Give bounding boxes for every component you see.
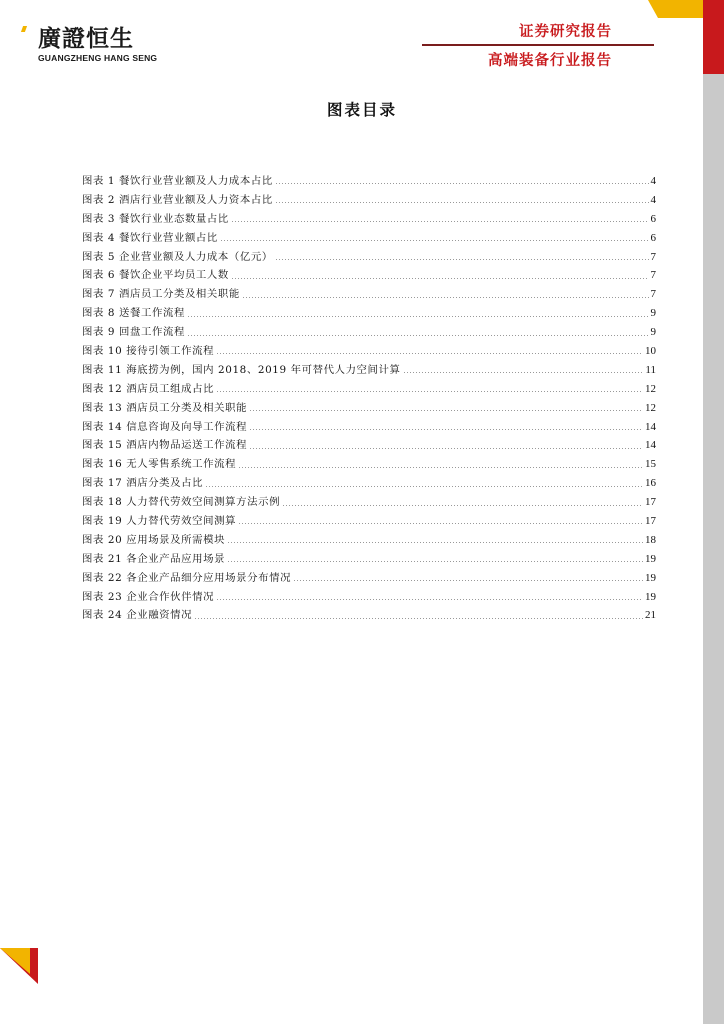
- toc-entry-page: 6: [650, 212, 656, 225]
- toc-entry-page: 10: [645, 345, 656, 358]
- toc-entry-page: 12: [645, 401, 656, 414]
- toc-entry-label: 图表 16 无人零售系统工作流程: [82, 458, 237, 471]
- toc-entry-page: 14: [645, 439, 656, 452]
- toc-entry-page: 11: [645, 363, 656, 376]
- toc-dot-leader: [216, 391, 643, 392]
- toc-entry-label: 图表 7 酒店员工分类及相关职能: [82, 288, 240, 301]
- toc-dot-leader: [249, 429, 643, 430]
- toc-entry-label: 图表 11 海底捞为例，国内 2018、2019 年可替代人力空间计算: [82, 363, 401, 376]
- toc-dot-leader: [238, 467, 643, 468]
- toc-entry[interactable]: [82, 285, 656, 304]
- toc-entry-page: 19: [645, 552, 656, 565]
- toc-entry[interactable]: [82, 606, 656, 625]
- toc-entry-label: 图表 18 人力替代劳效空间测算方法示例: [82, 496, 281, 509]
- toc-dot-leader: [403, 372, 644, 373]
- toc-dot-leader: [282, 505, 643, 506]
- toc-dot-leader: [275, 202, 649, 203]
- toc-entry[interactable]: [82, 266, 656, 285]
- toc-entry[interactable]: [82, 399, 656, 418]
- toc-entry-page: 15: [645, 458, 656, 471]
- toc-entry-page: 14: [645, 420, 656, 433]
- toc-entry[interactable]: [82, 569, 656, 588]
- toc-entry-page: 7: [650, 250, 656, 263]
- toc-entry-label: 图表 22 各企业产品细分应用场景分布情况: [82, 571, 292, 584]
- toc-entry[interactable]: [82, 323, 656, 342]
- toc-entry-page: 18: [645, 533, 656, 546]
- toc-entry[interactable]: [82, 342, 656, 361]
- toc-entry-page: 17: [645, 515, 656, 528]
- toc-dot-leader: [231, 278, 649, 279]
- toc-entry-label: 图表 5 企业营业额及人力成本（亿元）: [82, 250, 273, 263]
- toc-entry[interactable]: [82, 418, 656, 437]
- toc-entry-label: 图表 8 送餐工作流程: [82, 307, 185, 320]
- toc-entry[interactable]: [82, 380, 656, 399]
- toc-entry[interactable]: [82, 210, 656, 229]
- toc-entry-label: 图表 4 餐饮行业营业额占比: [82, 231, 218, 244]
- report-industry-title: 高端装备行业报告: [488, 53, 612, 69]
- toc-entry-label: 图表 21 各企业产品应用场景: [82, 552, 226, 565]
- toc-dot-leader: [275, 183, 649, 184]
- toc-entry-page: 4: [650, 175, 656, 187]
- toc-dot-leader: [227, 542, 643, 543]
- toc-entry-page: 17: [645, 496, 656, 509]
- toc-dot-leader: [238, 523, 643, 524]
- toc-entry-label: 图表 20 应用场景及所需模块: [82, 533, 226, 546]
- toc-entry[interactable]: [82, 172, 656, 191]
- toc-entry-page: 19: [645, 571, 656, 584]
- toc-dot-leader: [293, 580, 643, 581]
- toc-entry-label: 图表 15 酒店内物品运送工作流程: [82, 439, 248, 452]
- toc-dot-leader: [275, 259, 649, 260]
- toc-entry[interactable]: [82, 455, 656, 474]
- toc-entry-page: 21: [645, 609, 656, 622]
- toc-entry[interactable]: [82, 229, 656, 248]
- toc-dot-leader: [242, 297, 649, 298]
- company-logo-en: GUANGZHENG HANG SENG: [38, 53, 158, 63]
- toc-entry[interactable]: [82, 493, 656, 512]
- toc-entry[interactable]: [82, 512, 656, 531]
- toc-dot-leader: [194, 618, 643, 619]
- toc-entry-label: 图表 12 酒店员工组成占比: [82, 382, 215, 395]
- toc-entry-label: 图表 24 企业融资情况: [82, 609, 193, 622]
- toc-dot-leader: [205, 486, 643, 487]
- toc-entry[interactable]: [82, 474, 656, 493]
- toc-dot-leader: [187, 316, 649, 317]
- header-divider: [422, 44, 654, 46]
- toc-entry-label: 图表 13 酒店员工分类及相关职能: [82, 401, 248, 414]
- toc-entry-page: 9: [650, 326, 656, 339]
- corner-decoration-top-right: [648, 0, 724, 74]
- toc-entry-label: 图表 23 企业合作伙伴情况: [82, 590, 215, 603]
- toc-dot-leader: [216, 599, 643, 600]
- toc-entry[interactable]: [82, 248, 656, 267]
- toc-dot-leader: [220, 240, 649, 241]
- toc-entry-page: 4: [650, 193, 656, 206]
- toc-entry-label: 图表 1 餐饮行业营业额及人力成本占比: [82, 175, 273, 187]
- toc-entry-label: 图表 9 回盘工作流程: [82, 326, 185, 339]
- toc-entry-label: 图表 2 酒店行业营业额及人力资本占比: [82, 193, 273, 206]
- logo-accent-mark: [21, 26, 27, 32]
- toc-entry-page: 9: [650, 307, 656, 320]
- toc-entry-page: 12: [645, 382, 656, 395]
- toc-entry-page: 6: [650, 231, 656, 244]
- toc-entry[interactable]: [82, 191, 656, 210]
- toc-dot-leader: [249, 448, 643, 449]
- toc-entry-label: 图表 6 餐饮企业平均员工人数: [82, 269, 229, 282]
- toc-entry-page: 7: [650, 288, 656, 301]
- toc-entry[interactable]: [82, 550, 656, 569]
- toc-dot-leader: [216, 353, 643, 354]
- toc-entry-label: 图表 14 信息咨询及向导工作流程: [82, 420, 248, 433]
- toc-entry-label: 图表 10 接待引领工作流程: [82, 345, 215, 358]
- toc-entry-label: 图表 17 酒店分类及占比: [82, 477, 204, 490]
- toc-entry-page: 19: [645, 590, 656, 603]
- corner-decoration-bottom-left: [0, 948, 40, 986]
- report-type-title: 证券研究报告: [519, 24, 612, 40]
- toc-entry-page: 16: [645, 477, 656, 490]
- toc-entry-label: 图表 19 人力替代劳效空间测算: [82, 515, 237, 528]
- toc-dot-leader: [249, 410, 643, 411]
- company-logo-cn: 廣證恒生: [38, 26, 134, 52]
- toc-entry[interactable]: [82, 531, 656, 550]
- side-decoration-bar: [703, 74, 724, 1024]
- toc-entry-page: 7: [650, 269, 656, 282]
- toc-entry[interactable]: [82, 436, 656, 455]
- toc-title: 图表目录: [326, 101, 397, 119]
- toc-entry-label: 图表 3 餐饮行业业态数量占比: [82, 212, 229, 225]
- toc-entry[interactable]: [82, 304, 656, 323]
- toc-dot-leader: [227, 561, 643, 562]
- toc-dot-leader: [187, 335, 649, 336]
- toc-entry[interactable]: [82, 361, 656, 380]
- toc-dot-leader: [231, 221, 649, 222]
- toc-list: [82, 172, 656, 625]
- toc-entry[interactable]: [82, 588, 656, 607]
